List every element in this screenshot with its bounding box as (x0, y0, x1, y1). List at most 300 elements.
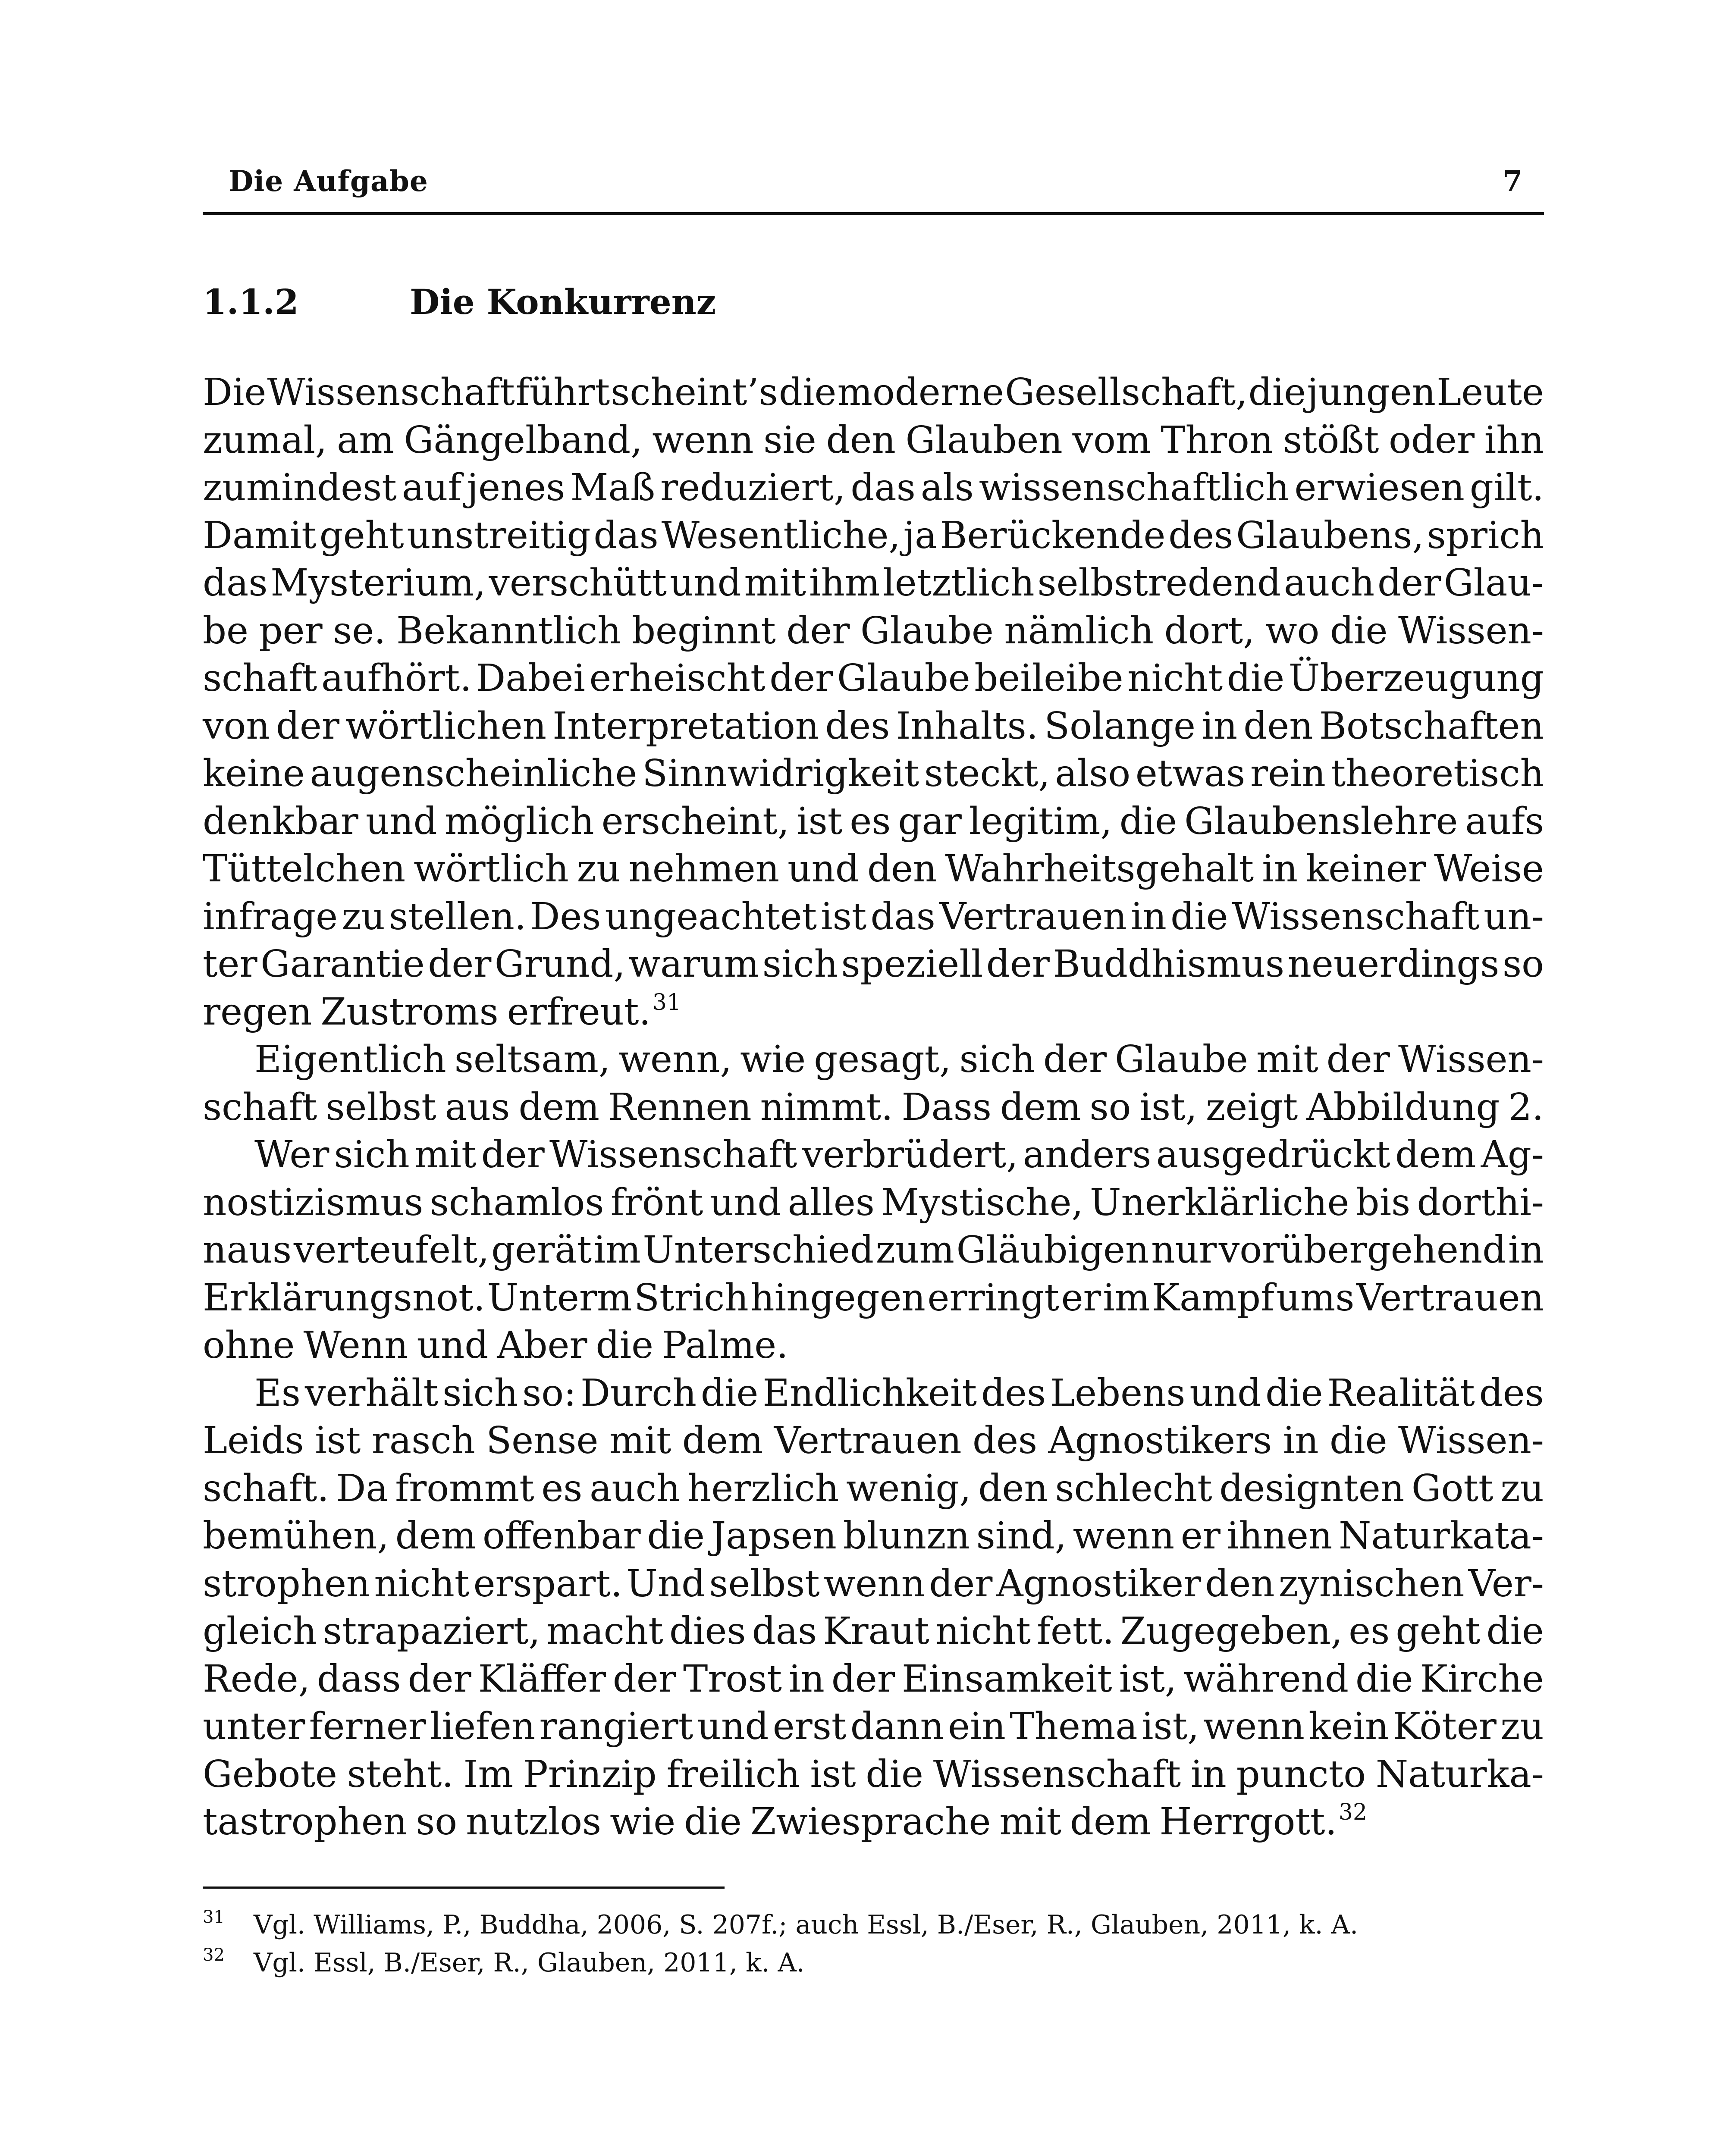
text-line (203, 1798, 1544, 1846)
word: neuerdings (1287, 943, 1500, 986)
word: und (709, 1181, 781, 1224)
word: kein (1308, 1705, 1389, 1748)
word: mit (744, 561, 806, 605)
word: das (203, 561, 268, 605)
word: in (1131, 895, 1167, 938)
word: verbrüdert, (802, 1133, 1018, 1176)
word: puncto (1236, 1752, 1366, 1796)
word: jenes (467, 466, 565, 509)
word: ist, (1139, 1085, 1198, 1129)
word: die (778, 371, 837, 414)
word: und (697, 1705, 769, 1748)
word: Glaube (860, 609, 994, 652)
word: rein (1250, 752, 1326, 795)
word: dem (395, 1514, 477, 1557)
word: Wissenschaft (549, 1133, 797, 1176)
word: naus (203, 1228, 292, 1272)
word: aufs (1465, 799, 1544, 843)
text-line (203, 1751, 1544, 1799)
word: der (786, 609, 850, 652)
word: warum (628, 943, 759, 986)
word: tastrophen (203, 1800, 408, 1843)
word: zumal, (203, 418, 327, 462)
word: keiner (1306, 847, 1426, 890)
word: des (1168, 514, 1233, 557)
word: denkbar (203, 799, 358, 843)
text-line (203, 1512, 1544, 1560)
word: speziell (841, 943, 983, 986)
word: mit (609, 1419, 671, 1462)
word: das (850, 466, 916, 509)
word: Dabei (476, 657, 585, 700)
word: am (337, 418, 394, 462)
word: mit (414, 1133, 477, 1176)
word: verteufelt, (293, 1228, 489, 1272)
word: die (1330, 609, 1388, 652)
word: wie (610, 1800, 676, 1843)
word: gleich (203, 1610, 317, 1653)
word: Rennen (608, 1085, 752, 1129)
word: nicht (374, 1562, 470, 1605)
word: Naturka- (1375, 1752, 1544, 1796)
word: ja (903, 514, 937, 557)
word: sie (763, 418, 816, 462)
word: also (1055, 752, 1131, 795)
word: führt (515, 371, 610, 414)
word: Buddhismus (1053, 943, 1285, 986)
word: scheint’s (611, 371, 778, 414)
word: liefen (430, 1705, 536, 1748)
word: wenn, (618, 1038, 732, 1081)
word: Wissenschaft (933, 1752, 1181, 1796)
word: Garantie (260, 943, 425, 986)
word: zumindest (203, 466, 397, 509)
footnote-reference[interactable]: 32 (1338, 1799, 1368, 1825)
word: schaft (203, 1085, 317, 1129)
word: der (408, 1657, 471, 1701)
word: Botschaften (1319, 704, 1544, 748)
word: bis (1355, 1181, 1411, 1224)
word: Und (626, 1562, 706, 1605)
body-text (203, 369, 1544, 1846)
word: Inhalts. (896, 704, 1039, 748)
text-line (203, 464, 1544, 512)
word: Glaubenslehre (1184, 799, 1458, 843)
word: Leids (203, 1419, 304, 1462)
text-line (203, 1179, 1544, 1227)
word: strapaziert, (323, 1610, 540, 1653)
word: Agnostiker (996, 1562, 1202, 1605)
word: den (978, 1467, 1048, 1510)
word: Mystische, (881, 1181, 1083, 1224)
word: so (1502, 943, 1544, 986)
text-line (203, 417, 1544, 464)
word: Strich (634, 1276, 749, 1319)
word: selbst (709, 1562, 820, 1605)
word: sich (334, 1133, 410, 1176)
word: schaft (203, 657, 317, 700)
word: Gesellschaft, (1005, 371, 1248, 414)
word: Wissenschaft (267, 371, 515, 414)
word: selbst (326, 1085, 436, 1129)
word: Herrgott.$^{32}$ (1159, 1799, 1368, 1843)
text-line (203, 1226, 1544, 1274)
word: Kirche (1420, 1657, 1544, 1701)
word: er (1061, 1276, 1101, 1319)
word: ist (821, 895, 867, 938)
word: die (1227, 657, 1285, 700)
word: keine (203, 752, 305, 795)
word: Weise (1434, 847, 1544, 890)
word: sind, (976, 1514, 1067, 1557)
word: ferner (309, 1705, 426, 1748)
word: ein (948, 1705, 1006, 1748)
footnote-number: 31 (203, 1907, 225, 1927)
word: seltsam, (454, 1038, 611, 1081)
word: Naturkata- (1339, 1514, 1544, 1557)
word: gerät (491, 1228, 592, 1272)
word: erwiesen (1294, 466, 1465, 509)
text-line (203, 559, 1544, 607)
text-line (203, 1465, 1544, 1513)
word: in (1202, 704, 1238, 748)
word: Grund, (494, 943, 625, 986)
word: zu (577, 847, 621, 890)
word: Solange (1044, 704, 1196, 748)
word: Rede, (203, 1657, 310, 1701)
word: bemühen, (203, 1514, 389, 1557)
word: infrage (203, 895, 338, 938)
word: der (1377, 561, 1441, 605)
word: so: (522, 1371, 577, 1415)
word: Eigentlich (254, 1038, 446, 1081)
word: anders (1023, 1133, 1152, 1176)
word: Vertrauen (774, 1419, 962, 1462)
word: Wissen- (1398, 1419, 1544, 1462)
word: als (920, 466, 974, 509)
word: geht (1396, 1610, 1481, 1653)
word: Vertrauen (1356, 1276, 1544, 1319)
word: fett. (1037, 1610, 1114, 1653)
word: Sense (486, 1419, 599, 1462)
footnote-rule (203, 1887, 725, 1889)
word: zeigt (1206, 1085, 1298, 1129)
word: wörtlich (414, 847, 569, 890)
word: dem (1395, 1133, 1476, 1176)
word: Unterschied (643, 1228, 874, 1272)
word: Thema (1010, 1705, 1138, 1748)
text-line (203, 1655, 1544, 1703)
text-line (203, 940, 1544, 988)
word: ist (810, 1752, 856, 1796)
word: wenn (652, 418, 754, 462)
word: ist, (1119, 1657, 1177, 1701)
word: die (684, 1800, 742, 1843)
word: auch (1283, 561, 1375, 605)
word: oder (1389, 418, 1475, 462)
word: moderne (837, 371, 1004, 414)
paragraph (203, 1131, 1544, 1369)
word: des (973, 1419, 1038, 1462)
word: blunzn (843, 1514, 970, 1557)
word: per (259, 609, 323, 652)
word: verhält (304, 1371, 439, 1415)
word: mit (1256, 1038, 1318, 1081)
word: Gläubigen (956, 1228, 1149, 1272)
word: nimmt. (760, 1085, 893, 1129)
word: Mysterium, (270, 561, 486, 605)
word: Des (530, 895, 601, 938)
word: das (593, 514, 659, 557)
word: so (416, 1800, 458, 1843)
header-rule (203, 212, 1544, 215)
text-line (203, 607, 1544, 655)
word: stößt (1283, 418, 1379, 462)
word: dem (1070, 1800, 1151, 1843)
word: dem (518, 1085, 599, 1129)
running-head (203, 160, 1544, 203)
word: die (1486, 1610, 1544, 1653)
text-line (203, 1322, 1544, 1369)
text-line (203, 1703, 1544, 1751)
word: Glaube (1115, 1038, 1248, 1081)
word: Aber (497, 1324, 587, 1367)
word: des (1479, 1371, 1544, 1415)
word: die (1170, 895, 1228, 938)
word: erringt (927, 1276, 1060, 1319)
text-line (203, 1036, 1544, 1084)
word: dort, (1164, 609, 1255, 652)
word: sprich (1427, 514, 1544, 557)
word: geht (319, 514, 404, 557)
word: Zugegeben, (1120, 1610, 1343, 1653)
word: ungeachtet (605, 895, 817, 938)
word: selbstredend (1037, 561, 1281, 605)
word: herzlich (687, 1467, 839, 1510)
word: des (825, 704, 890, 748)
word: aus (445, 1085, 510, 1129)
text-line (203, 1369, 1544, 1417)
word: Wesentliche, (661, 514, 901, 557)
word: unstreitig (407, 514, 591, 557)
word: stellen. (389, 895, 527, 938)
word: Vertrauen (939, 895, 1127, 938)
word: regen (203, 990, 312, 1034)
word: es (1349, 1610, 1390, 1653)
word: nicht (1127, 657, 1223, 700)
text-line (203, 702, 1544, 750)
text-line (203, 845, 1544, 893)
word: Es (254, 1371, 301, 1415)
word: wo (1265, 609, 1320, 652)
section-title: Die Konkurrenz (410, 282, 716, 322)
word: offenbar (483, 1514, 641, 1557)
word: Japsen (711, 1514, 837, 1557)
word: frönt (610, 1181, 703, 1224)
word: dass (317, 1657, 401, 1701)
word: Wahrheitsgehalt (945, 847, 1254, 890)
word: Im (463, 1752, 514, 1796)
word: erspart. (473, 1562, 623, 1605)
word: wenn (1203, 1705, 1305, 1748)
word: ter (203, 943, 257, 986)
word: Bekanntlich (396, 609, 621, 652)
word: vom (1072, 418, 1151, 462)
word: die (866, 1752, 923, 1796)
word: der (929, 1562, 993, 1605)
page-number: 7 (1503, 164, 1522, 198)
word: zu (1500, 1705, 1544, 1748)
word: der (276, 704, 339, 748)
word: von (203, 704, 270, 748)
word: auf (402, 466, 462, 509)
word: wenn (823, 1562, 926, 1605)
word: des (981, 1371, 1046, 1415)
word: sich (959, 1038, 1035, 1081)
word: wenn (1073, 1514, 1175, 1557)
word: wörtlichen (345, 704, 546, 748)
text-line (203, 988, 1544, 1036)
word: es (541, 1467, 583, 1510)
word: schlecht (1055, 1467, 1212, 1510)
word: ist, (1141, 1705, 1199, 1748)
footnote-number: 32 (203, 1945, 225, 1965)
word: erfreut.$^{31}$ (507, 989, 681, 1034)
word: Prinzip (523, 1752, 657, 1796)
footnotes (203, 1906, 1544, 1982)
word: dies (669, 1610, 746, 1653)
word: jungen (1307, 371, 1436, 414)
word: in (1262, 847, 1298, 890)
word: Glauben (905, 418, 1063, 462)
text-line (203, 655, 1544, 702)
word: unter (203, 1705, 305, 1748)
word: auch (590, 1467, 681, 1510)
word: die (1355, 1657, 1413, 1701)
text-line (203, 798, 1544, 846)
word: nehmen (628, 847, 780, 890)
word: theoretisch (1330, 752, 1544, 795)
word: die (1248, 371, 1306, 414)
word: ist (797, 799, 843, 843)
word: das (752, 1610, 817, 1653)
word: Abbildung (1306, 1085, 1500, 1129)
word: den (826, 418, 896, 462)
word: zynischen (1278, 1562, 1465, 1605)
word: letztlich (883, 561, 1035, 605)
word: Wer (254, 1133, 329, 1176)
word: der (831, 1657, 895, 1701)
word: verschütt (489, 561, 667, 605)
footnote-text: Vgl. Essl, B./Eser, R., Glauben, 2011, k. A. (254, 1948, 805, 1978)
word: Kampf (1152, 1276, 1274, 1319)
text-line (203, 512, 1544, 560)
word: Maß (570, 466, 656, 509)
word: während (1183, 1657, 1349, 1701)
word: ihnen (1227, 1514, 1333, 1557)
word: in (1283, 1419, 1319, 1462)
word: Köter (1393, 1705, 1497, 1748)
text-line (203, 1417, 1544, 1465)
word: Endlichkeit (762, 1371, 977, 1415)
word: Sinnwidrigkeit (642, 752, 919, 795)
word: Glaube (837, 657, 970, 700)
word: augenscheinliche (310, 752, 637, 795)
word: nicht (935, 1610, 1031, 1653)
word: dem (1000, 1085, 1081, 1129)
footnote (203, 1944, 1544, 1982)
word: dorthi- (1417, 1181, 1544, 1224)
word: Kläffer (478, 1657, 606, 1701)
word: Damit (203, 514, 317, 557)
word: Realität (1327, 1371, 1475, 1415)
word: alles (788, 1181, 875, 1224)
word: nämlich (1004, 609, 1154, 652)
word: Trost (683, 1657, 782, 1701)
paragraph (203, 1036, 1544, 1131)
word: designten (1219, 1467, 1405, 1510)
word: in (1508, 1228, 1544, 1272)
word: so (1089, 1085, 1131, 1129)
footnote-text: Vgl. Williams, P., Buddha, 2006, S. 207f.; auch Essl, B./Eser, R., Glauben, 2011, k. A. (254, 1910, 1359, 1940)
word: gilt. (1469, 466, 1544, 509)
word: wenig, (846, 1467, 971, 1510)
footnote-reference[interactable]: 31 (652, 989, 681, 1015)
word: ist (315, 1419, 361, 1462)
word: und (1189, 1371, 1261, 1415)
paragraph (203, 369, 1544, 1036)
text-line (203, 1560, 1544, 1608)
word: beileibe (974, 657, 1123, 700)
word: ohne (203, 1324, 295, 1367)
word: Palme. (662, 1324, 788, 1367)
text-line (203, 1274, 1544, 1322)
word: möglich (444, 799, 594, 843)
word: steckt, (924, 752, 1050, 795)
word: Wissen- (1398, 609, 1544, 652)
word: erheischt (589, 657, 766, 700)
word: erst (772, 1705, 847, 1748)
word: Zwiesprache (750, 1800, 991, 1843)
word: Kraut (823, 1610, 929, 1653)
word: gar (898, 799, 962, 843)
paragraph (203, 1369, 1544, 1846)
word: Berückende (940, 514, 1166, 557)
section-number: 1.1.2 (203, 282, 299, 322)
word: nutzlos (466, 1800, 602, 1843)
word: macht (546, 1610, 663, 1653)
word: Leute (1437, 371, 1544, 414)
text-line (203, 893, 1544, 941)
word: die (596, 1324, 653, 1367)
word: 2. (1508, 1085, 1544, 1129)
word: Einsamkeit (901, 1657, 1112, 1701)
word: und (669, 561, 741, 605)
word: ausgedrückt (1156, 1133, 1390, 1176)
word: legitim, (969, 799, 1112, 843)
text-line (203, 1608, 1544, 1655)
word: rangiert (539, 1705, 693, 1748)
word: dann (850, 1705, 944, 1748)
word: gesagt, (814, 1038, 951, 1081)
word: reduziert, (660, 466, 846, 509)
word: Glaubens, (1236, 514, 1424, 557)
word: der (428, 943, 492, 986)
word: wie (740, 1038, 806, 1081)
word: der (481, 1133, 545, 1176)
word: zum (875, 1228, 954, 1272)
word: zu (1500, 1467, 1544, 1510)
